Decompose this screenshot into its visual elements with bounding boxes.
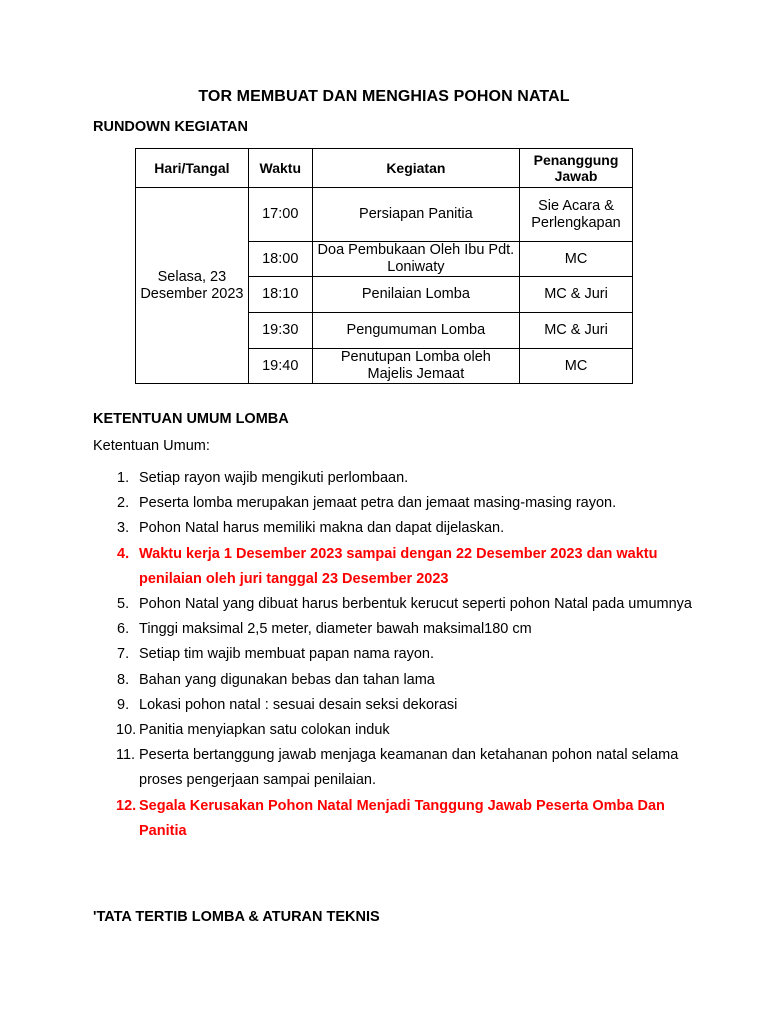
list-item bbox=[93, 617, 693, 642]
list-item-highlighted bbox=[93, 542, 693, 592]
list-item bbox=[93, 466, 693, 491]
list-text: Pohon Natal yang dibuat harus berbentuk kerucut seperti pohon Natal pada umumnya bbox=[139, 596, 692, 613]
header-cell: Waktu bbox=[248, 149, 312, 188]
date-cell: Selasa, 23 Desember 2023 bbox=[136, 188, 249, 384]
list-number: 3. bbox=[117, 520, 130, 537]
header-cell: Penanggung Jawab bbox=[520, 149, 633, 188]
rundown-table bbox=[135, 148, 633, 384]
list-item bbox=[93, 642, 693, 667]
time-cell: 17:00 bbox=[248, 188, 312, 242]
list-text: Pohon Natal harus memiliki makna dan dapat dijelaskan. bbox=[139, 520, 505, 537]
document-title: TOR MEMBUAT DAN MENGHIAS POHON NATAL bbox=[198, 88, 570, 105]
rundown-heading: RUNDOWN KEGIATAN bbox=[93, 119, 248, 135]
time-cell: 19:40 bbox=[248, 349, 312, 384]
list-text: Lokasi pohon natal : sesuai desain seksi dekorasi bbox=[139, 696, 458, 713]
activity-cell: Persiapan Panitia bbox=[312, 188, 519, 242]
list-number: 10. bbox=[116, 722, 137, 739]
activity-cell: Pengumuman Lomba bbox=[312, 313, 519, 349]
list-text: Peserta lomba merupakan jemaat petra dan jemaat masing-masing rayon. bbox=[139, 495, 617, 512]
list-number: 5. bbox=[117, 596, 130, 613]
time-cell: 18:00 bbox=[248, 242, 312, 277]
table-row bbox=[136, 188, 633, 242]
pic-cell: Sie Acara & Perlengkapan bbox=[520, 188, 633, 242]
list-item bbox=[93, 718, 693, 743]
pic-cell: MC & Juri bbox=[520, 313, 633, 349]
rules-heading: KETENTUAN UMUM LOMBA bbox=[93, 411, 289, 427]
list-number: 8. bbox=[117, 671, 130, 688]
list-item bbox=[93, 743, 693, 793]
activity-cell: Penutupan Lomba oleh Majelis Jemaat bbox=[312, 349, 519, 384]
list-item bbox=[93, 491, 693, 516]
activity-cell: Penilaian Lomba bbox=[312, 277, 519, 313]
list-text: Segala Kerusakan Pohon Natal Menjadi Tanggung Jawab Peserta Omba Dan Panitia bbox=[139, 797, 665, 839]
list-item bbox=[93, 668, 693, 693]
rules-list bbox=[93, 466, 693, 844]
list-item bbox=[93, 516, 693, 541]
list-number: 4. bbox=[117, 545, 130, 562]
list-item-highlighted bbox=[93, 794, 693, 844]
rules-intro: Ketentuan Umum: bbox=[93, 438, 210, 454]
pic-cell: MC bbox=[520, 242, 633, 277]
list-number: 1. bbox=[117, 470, 130, 486]
header-cell: Kegiatan bbox=[312, 149, 519, 188]
list-number: 11. bbox=[116, 747, 136, 764]
pic-cell: MC bbox=[520, 349, 633, 384]
table-header-row bbox=[136, 149, 633, 188]
list-number: 2. bbox=[117, 495, 130, 512]
header-cell: Hari/Tangal bbox=[136, 149, 249, 188]
list-item bbox=[93, 592, 693, 617]
time-cell: 19:30 bbox=[248, 313, 312, 349]
pic-cell: MC & Juri bbox=[520, 277, 633, 313]
list-text: Setiap rayon wajib mengikuti perlombaan. bbox=[139, 470, 409, 486]
list-number: 7. bbox=[117, 646, 130, 663]
list-item bbox=[93, 693, 693, 718]
time-cell: 18:10 bbox=[248, 277, 312, 313]
list-number: 12. bbox=[116, 797, 137, 814]
list-text: Peserta bertanggung jawab menjaga keamanan dan ketahanan pohon natal selama proses pengerjaan sampai penilaian. bbox=[139, 747, 679, 789]
list-number: 6. bbox=[117, 621, 130, 638]
list-text: Panitia menyiapkan satu colokan induk bbox=[139, 722, 390, 739]
next-section-heading: 'TATA TERTIB LOMBA & ATURAN TEKNIS bbox=[93, 909, 380, 925]
list-text: Tinggi maksimal 2,5 meter, diameter bawah maksimal180 cm bbox=[139, 621, 532, 638]
activity-cell: Doa Pembukaan Oleh Ibu Pdt. Loniwaty bbox=[312, 242, 519, 277]
list-text: Bahan yang digunakan bebas dan tahan lama bbox=[139, 671, 435, 688]
list-text: Waktu kerja 1 Desember 2023 sampai dengan 22 Desember 2023 dan waktu penilaian oleh juri tanggal 23 Desember 2023 bbox=[139, 545, 658, 587]
list-number: 9. bbox=[117, 696, 130, 713]
list-text: Setiap tim wajib membuat papan nama rayon. bbox=[139, 646, 434, 663]
